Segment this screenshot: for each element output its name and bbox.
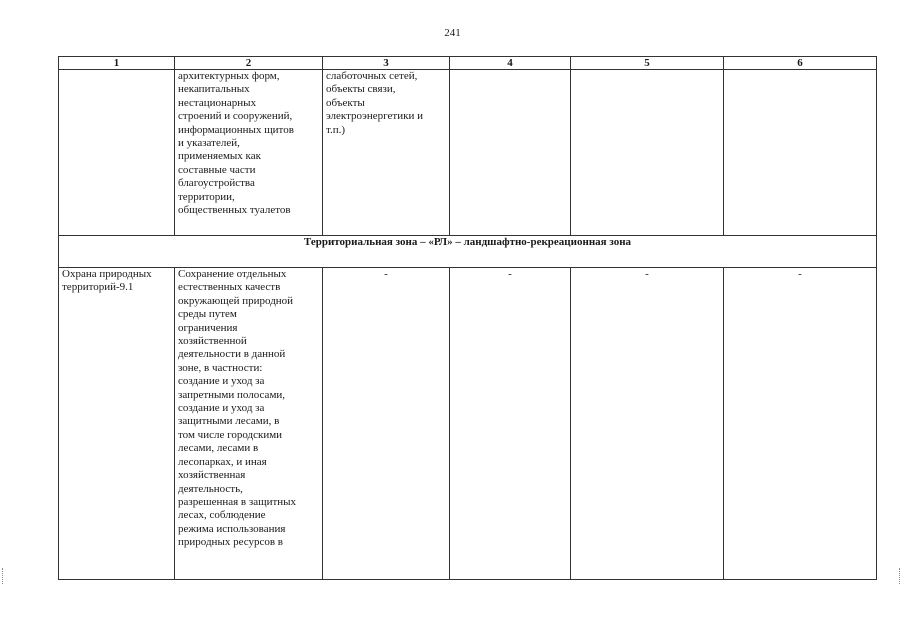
cell-nature-col3: -: [323, 268, 450, 580]
cell-nature-col4: -: [450, 268, 571, 580]
cell-continued-col4: [450, 70, 571, 236]
document-table: [58, 56, 877, 580]
header-col-4: 4: [450, 57, 571, 70]
header-row: [59, 57, 877, 70]
table-row-nature-protection: [59, 268, 877, 580]
cell-continued-col6: [724, 70, 877, 236]
header-col-1: 1: [59, 57, 175, 70]
header-col-3: 3: [323, 57, 450, 70]
zone-heading: Территориальная зона – «РЛ» – ландшафтно-рекреационная зона: [59, 236, 877, 268]
zone-heading-row: [59, 236, 877, 268]
page-number: 241: [444, 27, 461, 39]
cell-nature-col6: -: [724, 268, 877, 580]
cell-continued-col1: [59, 70, 175, 236]
cell-continued-col2: архитектурных форм, некапитальных нестационарных строений и сооружений, информационных щитов и указателей, применяемых как составные части благоустройства территории, общественных туалетов: [175, 70, 323, 236]
header-col-2: 2: [175, 57, 323, 70]
cell-continued-col3: слаботочных сетей, объекты связи, объекты электроэнергетики и т.п.): [323, 70, 450, 236]
cell-nature-col2: Сохранение отдельных естественных качеств окружающей природной среды путем ограничения хозяйственной деятельности в данной зоне, в частности: создание и уход за запретными полосами, создание и уход за защитными лесами, в том числе городскими лесами, лесами в лесопарках, и иная хозяйственная деятельность, разрешенная в защитных лесах, соблюдение режима использования природных ресурсов в: [175, 268, 323, 580]
right-edge-mark: [899, 568, 904, 584]
cell-nature-col5: -: [571, 268, 724, 580]
header-col-5: 5: [571, 57, 724, 70]
header-col-6: 6: [724, 57, 877, 70]
left-edge-mark: [2, 568, 7, 584]
cell-nature-col1: Охрана природных территорий-9.1: [59, 268, 175, 580]
cell-continued-col5: [571, 70, 724, 236]
table-row-continued: [59, 70, 877, 236]
